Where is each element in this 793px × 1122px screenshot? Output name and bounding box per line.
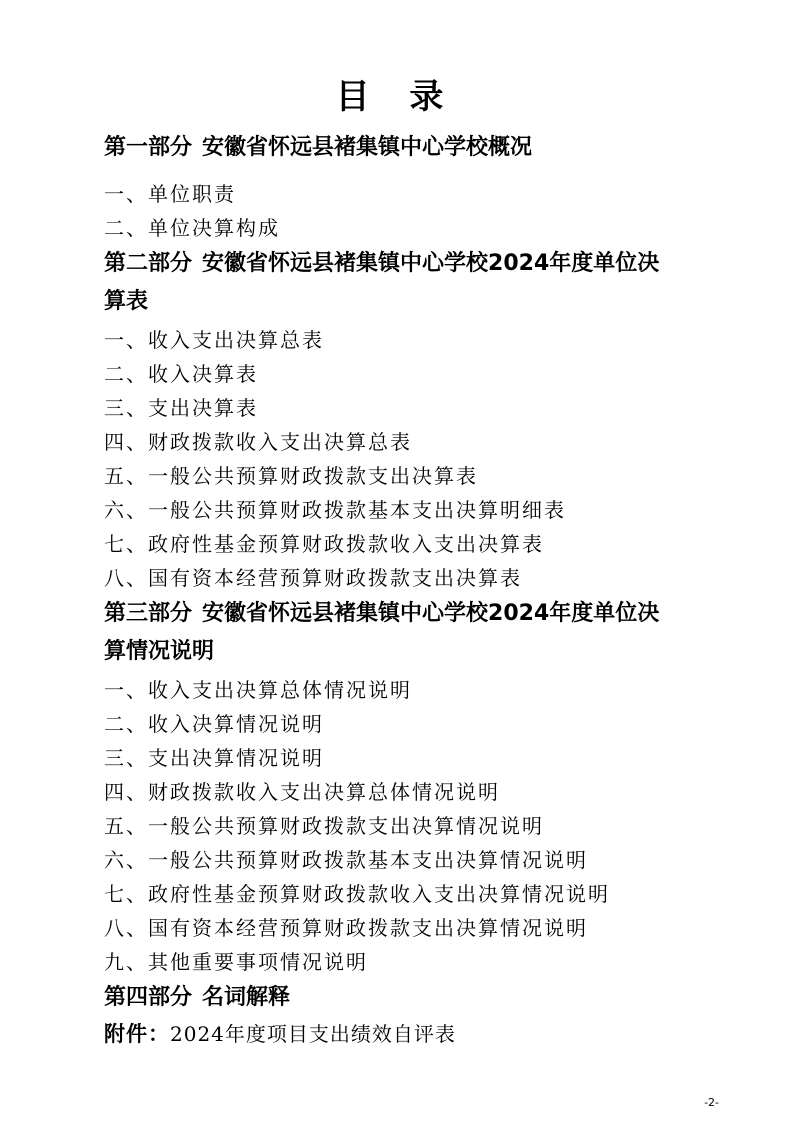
part1-item-1: 一、单位职责: [104, 182, 236, 206]
part1-heading: [104, 131, 704, 165]
part2-item-7: 七、政府性基金预算财政拨款收入支出决算表: [104, 532, 544, 556]
part3-item-5: 五、一般公共预算财政拨款支出决算情况说明: [104, 814, 544, 838]
part2-item-1: 一、收入支出决算总表: [104, 328, 324, 352]
part3-item-4: 四、财政拨款收入支出决算总体情况说明: [104, 780, 500, 804]
part2-item-2: 二、收入决算表: [104, 362, 258, 386]
part3-label: 第三部分: [104, 601, 193, 626]
part3-item-7: 七、政府性基金预算财政拨款收入支出决算情况说明: [104, 882, 610, 906]
attachment-text: 2024年度项目支出绩效自评表: [170, 1022, 456, 1046]
table-of-contents: [104, 131, 704, 1051]
attachment-label: 附件：: [104, 1022, 170, 1046]
part2-item-4: 四、财政拨款收入支出决算总表: [104, 430, 412, 454]
part4-heading: [104, 981, 704, 1015]
part2-item-3: 三、支出决算表: [104, 396, 258, 420]
part2-item-6: 六、一般公共预算财政拨款基本支出决算明细表: [104, 498, 566, 522]
part4-title: 名词解释: [202, 985, 291, 1010]
part1-title: 安徽省怀远县褚集镇中心学校概况: [202, 135, 533, 160]
part2-item-5: 五、一般公共预算财政拨款支出决算表: [104, 464, 478, 488]
part2-label: 第二部分: [104, 251, 193, 276]
attachment-line: [104, 1017, 704, 1051]
part3-item-6: 六、一般公共预算财政拨款基本支出决算情况说明: [104, 848, 588, 872]
page-title: 目 录: [335, 77, 458, 117]
part1-item-2: 二、单位决算构成: [104, 216, 280, 240]
part3-title-line1: 安徽省怀远县褚集镇中心学校2024年度单位决: [202, 601, 660, 626]
part3-item-1: 一、收入支出决算总体情况说明: [104, 678, 412, 702]
part4-label: 第四部分: [104, 985, 193, 1010]
part3-item-9: 九、其他重要事项情况说明: [104, 950, 368, 974]
part2-title-line2: 算表: [104, 289, 149, 314]
part2-item-8: 八、国有资本经营预算财政拨款支出决算表: [104, 566, 522, 590]
part3-title-line2: 算情况说明: [104, 639, 215, 664]
part3-item-8: 八、国有资本经营预算财政拨款支出决算情况说明: [104, 916, 588, 940]
part3-item-3: 三、支出决算情况说明: [104, 746, 324, 770]
part3-item-2: 二、收入决算情况说明: [104, 712, 324, 736]
part1-label: 第一部分: [104, 135, 193, 160]
part3-heading: [104, 595, 704, 673]
part2-heading: [104, 245, 704, 323]
part2-title-line1: 安徽省怀远县褚集镇中心学校2024年度单位决: [202, 251, 660, 276]
page-number: -2-: [704, 1096, 719, 1109]
